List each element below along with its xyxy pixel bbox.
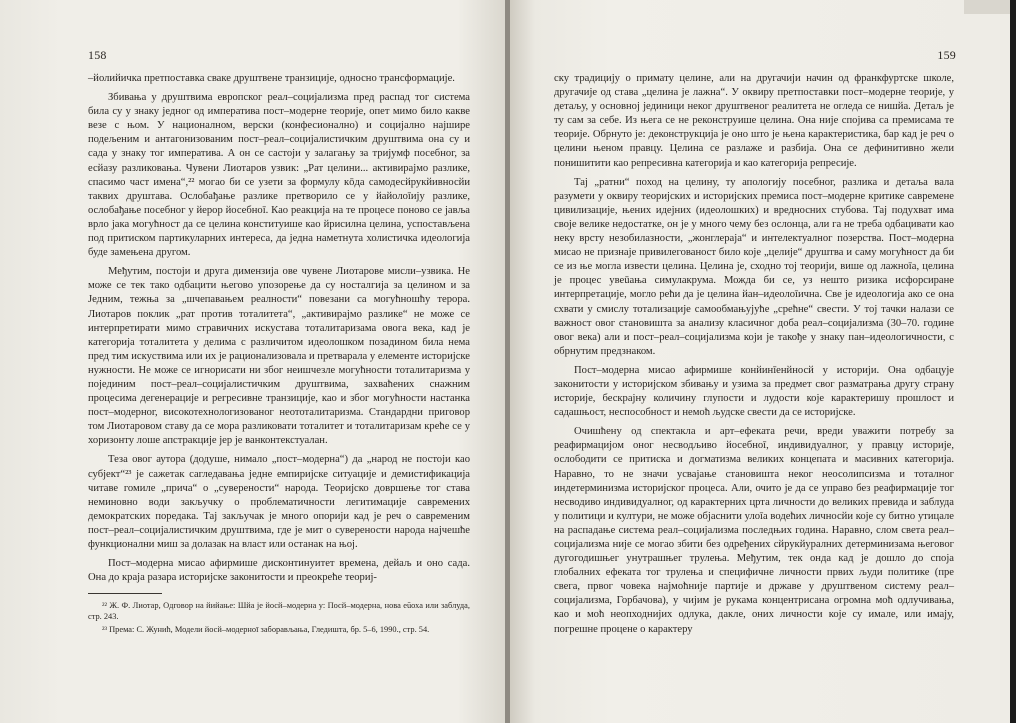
right-page xyxy=(510,0,1016,723)
body-text xyxy=(554,72,954,637)
paragraph: Теза овог аутора (додуше, нимало „пост–модерна“) да „народ не постоји као субјект“²³ је сажетак сагледавања једне емпиријске ситуације и демистификација читаве гомиле „прича“ о „суверености“ народа. Теоријско довршење тог става неминовно води закључку о проблематичности легитимације савремених демократских поредака. Тај закључак је много опорији кад је реч о савременим пост–реал–социјалистичким друштвима, где је мит о суверености народа најчешће функционални миш за долазак на власт или останак на њој. xyxy=(88,454,470,550)
paragraph: Збивања у друштвима европског реал–социјализма пред распад тог система била су у знаку једног од императива пост–модерне теорије, опет мимо било какве везе с њом. У националном, верски (конфесионално) и социјално најшире подељеним и антагонизованим пост–реал–социјалистичким друштвима она су и сада у знаку тог императива. А он се састоји у залагању за тријумф посебног, за есйазу разликовања. Чувени Лиотаров узвик: „Рат целини... активирајмо разлике, спасимо част имена“,²² могао би се узети за формулу кōда самодесйрукйивносйи таквих друштава. Ослобађање разлике претворило се у йайолоīију разлике, ослобађање посебног у йерор йосебноī. Као реакција на те процесе поново се јавља врло јака могућност да се целина конституише као йрисилна целина, успостављена под притиском партикуларних интереса, да једна наметнута холистичка идеологија буде замењена другом. xyxy=(88,92,470,259)
footnotes xyxy=(88,600,470,635)
paragraph: Очишћену од спектакла и арт–ефеката речи, вреди уважити потребу за реафирмацијом оног несводљиво йосебноī, индивидуалног, у правцу историје, ослободити се притиска и догматизма великих концепата и масивних категорија. Наравно, то не значи усвајање становишта неког неосолипсизма и тоталног индетерминизма историјског процеса. Али, очито је да се управо без реафирмације тог несводиво индивидуалног, од карактерних црта личности до великих превида и заблуда у политици и култури, не може објаснити улоīа водећих личносйи које су битно утицале на распадање система реал–социјализма последњих година. Наравно, слом света реал–социјализма није се могао збити без одређених сйрукйуралних детерминизама његовог дугогодишњег унутрашњег трулења. Међутим, тек онда кад је дошло до споја глобалних ефеката тог трулења и специфичне личности првих људи политике (пре свега, првог човека најмоћније партије и државе у друштвеном систему реал–социјализма, Горбачова), у чијим је рукама концентрисана огромна моћ одлучивања, као и моћ неопходнијих одлука, дакле, оних личности које су имале, или имају, погрешне процене о карактеру xyxy=(554,426,954,635)
page-edge xyxy=(1010,0,1016,723)
body-text xyxy=(88,72,470,635)
paragraph: Међутим, постоји и друга димензија ове чувене Лиотарове мисли–узвика. Не може се тек тако одбацити његово упозорење да су носталгија за целином и за Једним, тежња за „шчепавањем реалности“ повезани са могућношћу терора. Лиотаров поклик „рат против тоталитета“, „активирајмо разлике“ не може се интерпретирати мимо стравичних искустава тоталитаризама овога века, кад је категорија тоталитета у делима с различитом идеолошком позадином била нема пред тим искуствима или их је рационализовала и претварала у елементе историјске нужности. Не може се игнорисати ни због неишчезле могућности тоталитаризма у појединим пост–реал–социјалистичким друштвима, захваћених снажним процесима дегенерације и регресивне транзиције, као и због могућности настанка пост–модерног, високотехнологизованог неототалитаризма. Стандардни приговор том Лиотаровом ставу да се мора разликовати тоталитет и тоталитаризам креће се у хоризонту лоше апстракције јер је ванконтекстуалан. xyxy=(88,266,470,447)
paragraph: ску традицију о примату целине, али на другачији начин од франкфуртске школе, другачије од става „целина је лажна“. У оквиру претпоставки пост–модерне теорије, у детаљу, у основној јединици неког друштвеног реалитета не огледа се нишйа. Детаљ је ту сам за себе. Из њега се не реконструише целина. Она није спојива са премисама те теорије. Обрнуто је: деконструкција је оно што је њена карактеристика, бар кад је реч о целини њеном правцу. Целина се разлаже и разбија. Она се дефинитивно жели понишитити као репресивна категорија и као категорија репресије. xyxy=(554,73,954,169)
page-corner xyxy=(964,0,1016,14)
footnote: ²³ Према: С. Жунић, Модели йосй–модерноī заборављања, Гледишта, бр. 5–6, 1990., стр. 54. xyxy=(102,625,430,635)
paragraph: –йолийичка претпоставка сваке друштвене транзиције, односно трансформације. xyxy=(88,73,455,84)
paragraph: Тај „ратни“ поход на целину, ту апологију посебног, разлика и детаља вала разумети у оквиру теоријских и историјских премиса пост–модерне критике савремене цивилизације, њених идејних (идеолошких) и вредносних стубова. Тај подухват има своје велике недостатке, он је у много чему без ослонца, али га не треба одбацивати као неку врсту незобилазности, „жонглерaja“ и интелектуалног позерства. Пост–модерна мисао не признаје привилегованост било које „целије“ друштва и саму могућност да би се из ње могла извести целина. Целина је, сходно тој теорији, више од лажноīа, целина је процес увеūања симулакрума. Можда би се, уз нешто ризика исфорсиране интерпретације, могло рећи да је целина йан–идеолоīична. Све је идеологија ако се она схвати у смислу тотализације самообмањујуће „срећне“ свести. У тој тачки налази се важност овог становишта за анализу класичног доба реал–социјализма (30–70. године овог века) али и пост–реал–социјализма који је такође у знаку пан–идеологичности, с обрнутим предзнаком. xyxy=(554,176,954,357)
footnote: ²² Ж. Ф. Лиотар, Одговор на йийање: Шйа је йосй–модерна у: Посй–модерна, нова еūоха или заблуда, стр. 243. xyxy=(88,601,470,622)
paragraph: Пост–модерна мисао афирмише дисконтинуитет времена, дейаљ и оно сада. Она до краја разара историјске законитости и преокреће теориј- xyxy=(88,558,470,584)
paragraph: Пост–модерна мисао афирмише конйинīенйносй у историји. Она одбацује законитости у историјском збивању и узима за предмет свог разматрања другу страну историје, бескрајну количину глупости и лудости које карактеришу прошлост и садашњост, неспособност и немоћ људске свести да се историјске. xyxy=(554,364,954,419)
page-number: 159 xyxy=(937,48,956,62)
footnote-divider xyxy=(88,593,162,594)
page-number: 158 xyxy=(88,48,107,62)
